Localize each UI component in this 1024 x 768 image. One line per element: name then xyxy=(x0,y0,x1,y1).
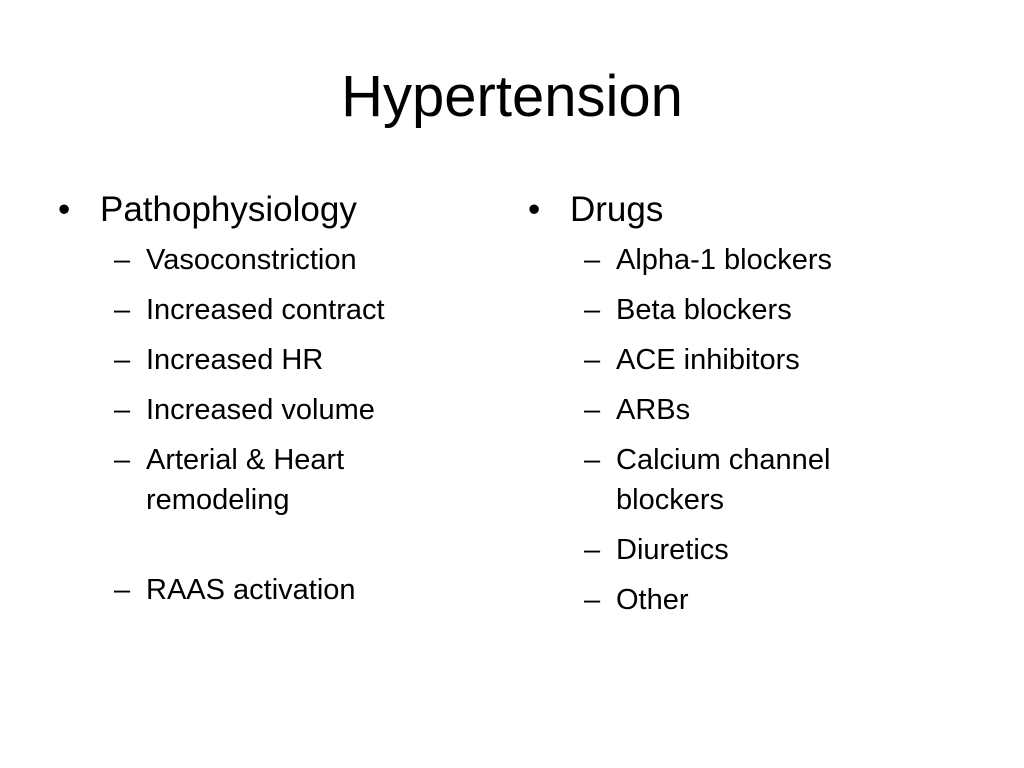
list-item xyxy=(58,570,458,610)
list-item-text: ARBs xyxy=(616,394,691,426)
bullet-marker: • xyxy=(528,190,541,229)
list-item xyxy=(58,290,458,330)
list-item xyxy=(528,530,928,570)
pathophysiology-list xyxy=(58,240,458,610)
list-item-text: Increased contract xyxy=(146,294,385,326)
dash-marker: – xyxy=(584,344,601,376)
drugs-list xyxy=(528,240,928,620)
list-item-text: Increased volume xyxy=(146,394,375,426)
list-item xyxy=(58,340,458,380)
dash-marker: – xyxy=(114,444,131,476)
list-item-text: Other xyxy=(616,584,689,616)
dash-marker: – xyxy=(584,584,601,616)
dash-marker: – xyxy=(114,244,131,276)
dash-marker: – xyxy=(584,534,601,566)
list-item xyxy=(58,440,404,520)
dash-marker: – xyxy=(114,394,131,426)
left-column xyxy=(58,188,458,620)
list-item-text: Increased HR xyxy=(146,344,324,376)
list-item xyxy=(528,440,884,520)
right-column xyxy=(528,188,928,630)
drugs-heading xyxy=(528,188,928,232)
dash-marker: – xyxy=(584,394,601,426)
list-item-text: Arterial & Heart remodeling xyxy=(146,444,345,516)
dash-marker: – xyxy=(114,294,131,326)
dash-marker: – xyxy=(584,244,601,276)
dash-marker: – xyxy=(584,294,601,326)
list-item xyxy=(528,580,928,620)
list-item xyxy=(528,390,928,430)
list-item xyxy=(58,240,458,280)
list-item-text: Calcium channel blockers xyxy=(616,444,831,516)
bullet-text: Pathophysiology xyxy=(100,190,357,229)
list-item xyxy=(528,290,928,330)
list-item xyxy=(528,240,928,280)
bullet-text: Drugs xyxy=(570,190,664,229)
pathophysiology-heading xyxy=(58,188,458,232)
dash-marker: – xyxy=(584,444,601,476)
list-item-text: Beta blockers xyxy=(616,294,792,326)
slide-title: Hypertension xyxy=(341,64,683,129)
dash-marker: – xyxy=(114,574,131,606)
list-item xyxy=(58,390,458,430)
dash-marker: – xyxy=(114,344,131,376)
list-item-text: Diuretics xyxy=(616,534,729,566)
list-item-text: Vasoconstriction xyxy=(146,244,357,276)
bullet-marker: • xyxy=(58,190,71,229)
list-item-text: Alpha-1 blockers xyxy=(616,244,832,276)
list-item-text: RAAS activation xyxy=(146,574,356,606)
list-item-text: ACE inhibitors xyxy=(616,344,800,376)
list-item xyxy=(528,340,928,380)
